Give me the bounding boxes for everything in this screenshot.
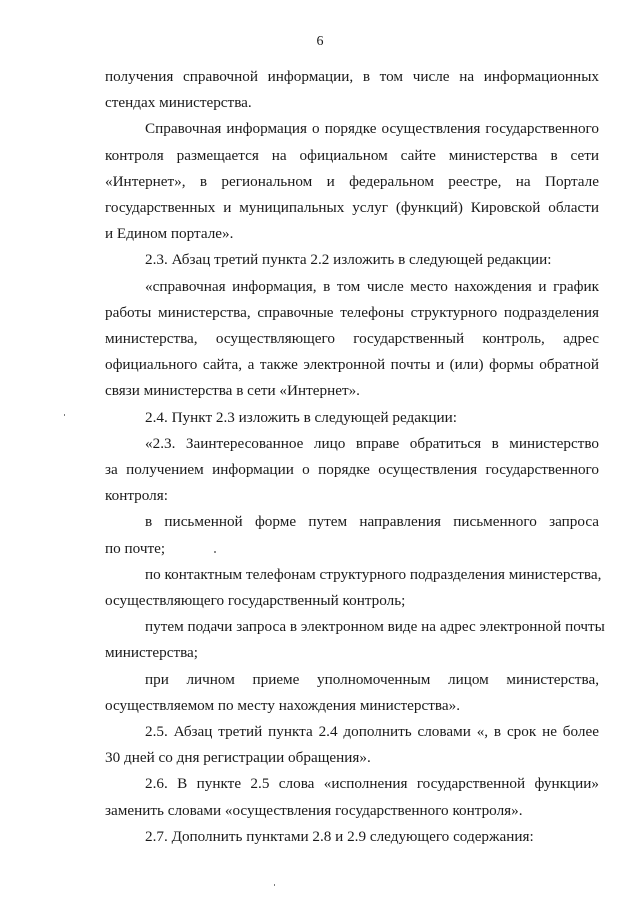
text-line: за получением информации о порядке осуществления государственного (105, 461, 599, 479)
text-line: и Едином портале». (105, 225, 234, 243)
paragraph (105, 247, 599, 273)
text-line: 2.7. Дополнить пунктами 2.8 и 2.9 следующего содержания: (145, 827, 534, 845)
paragraph (105, 719, 599, 771)
text-line: контроля: (105, 487, 168, 505)
text-line: в письменной форме путем направления письменного запроса (145, 513, 599, 531)
text-line: министерства, осуществляющего государственный контроль, адрес (105, 330, 599, 348)
text-line: 2.4. Пункт 2.3 изложить в следующей редакции: (145, 408, 458, 426)
text-line: заменить словами «осуществления государственного контроля». (105, 801, 523, 819)
text-line: 2.3. Абзац третий пункта 2.2 изложить в следующей редакции: (145, 251, 552, 269)
text-line: 30 дней со дня регистрации обращения». (105, 749, 371, 767)
scan-speck (214, 551, 216, 553)
text-line: получения справочной информации, в том числе на информационных (105, 68, 599, 85)
text-line: стендах министерства. (105, 94, 252, 112)
text-line: 2.6. В пункте 2.5 слова «исполнения государственной функции» (145, 775, 599, 793)
paragraph (105, 116, 599, 247)
text-line: 2.5. Абзац третий пункта 2.4 дополнить словами «, в срок не более (145, 723, 599, 741)
paragraph (105, 431, 599, 510)
text-line: «справочная информация, в том числе место нахождения и график (145, 277, 599, 295)
paragraph (105, 667, 599, 719)
text-line: Справочная информация о порядке осуществления государственного (145, 120, 599, 138)
text-line: осуществляющего государственный контроль; (105, 592, 406, 610)
paragraph (105, 562, 602, 614)
text-line: работы министерства, справочные телефоны структурного подразделения (105, 303, 599, 321)
paragraph (105, 405, 599, 431)
document-body (105, 64, 605, 850)
paragraph (105, 824, 599, 850)
scan-speck (274, 884, 275, 886)
text-line: по почте; (105, 539, 166, 557)
text-line: министерства; (105, 644, 199, 662)
text-line: государственных и муниципальных услуг (функций) Кировской области (105, 199, 599, 217)
scan-speck (64, 414, 65, 416)
page-number: 6 (316, 34, 324, 49)
text-line: связи министерства в сети «Интернет». (105, 382, 360, 400)
text-line: по контактным телефонам структурного подразделения министерства, (145, 565, 602, 583)
paragraph (105, 614, 605, 666)
text-line: осуществляемом по месту нахождения министерства». (105, 696, 460, 714)
paragraph (105, 64, 599, 116)
text-line: контроля размещается на официальном сайте министерства в сети (105, 146, 599, 164)
text-line: при личном приеме уполномоченным лицом министерства, (145, 670, 599, 688)
paragraph (105, 274, 599, 405)
text-line: «Интернет», в региональном и федеральном реестре, на Портале (105, 172, 599, 190)
text-line: официального сайта, а также электронной почты и (или) формы обратной (105, 356, 599, 374)
text-line: путем подачи запроса в электронном виде на адрес электронной почты (145, 618, 605, 636)
paragraph (105, 509, 599, 561)
paragraph (105, 771, 599, 823)
text-line: «2.3. Заинтересованное лицо вправе обратиться в министерство (145, 434, 599, 452)
